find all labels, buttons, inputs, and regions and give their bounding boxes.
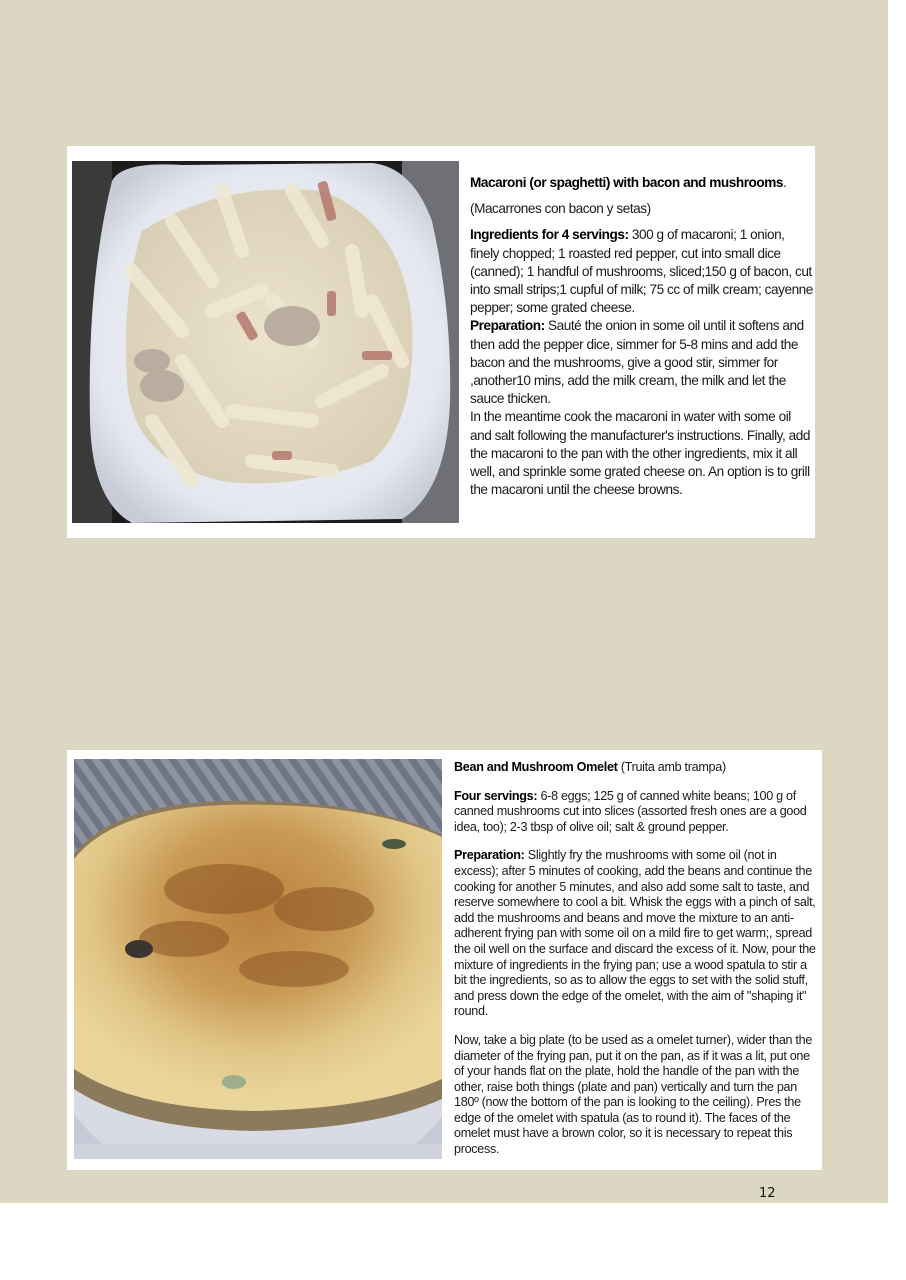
ingredients-label: Ingredients for 4 servings: xyxy=(470,227,629,243)
recipe-card-macaroni xyxy=(67,146,815,538)
ingredients-label: Four servings: xyxy=(454,788,538,803)
pasta-dish-image xyxy=(72,161,459,523)
preparation-paragraph-2: In the meantime cook the macaroni in water with some oil and salt following the manufacturer's instructions. Finally, add the macaroni to the pan with the other ingredients, mix it all well, and sprinkle some grated cheese on. An option is to grill the macaroni until the cheese browns. xyxy=(470,409,811,498)
recipe-title: Macaroni (or spaghetti) with bacon and mushrooms. xyxy=(470,175,787,190)
ingredients-paragraph: Four servings: 6-8 eggs; 125 g of canned white beans; 100 g of canned mushrooms cut into slices (assorted fresh ones are a good idea, too); 2-3 tbsp of olive oil; salt & ground pepper. xyxy=(454,788,807,834)
macaroni-recipe-text xyxy=(470,174,815,499)
omelet-recipe-text xyxy=(454,760,822,1158)
recipe-title: Bean and Mushroom Omelet (Truita amb trampa) xyxy=(454,760,726,774)
preparation-label: Preparation: xyxy=(470,318,545,334)
recipe-card-omelet xyxy=(67,750,822,1170)
preparation-label: Preparation: xyxy=(454,848,525,863)
preparation-paragraph: Preparation: Slightly fry the mushrooms with some oil (not in excess); after 5 minutes of cooking, add the beans and continue the cooking for another 5 minutes, and also add some salt to taste, and reserve somewhere to cool a bit. Whisk the eggs with a pinch of salt, add the mushrooms and beans and move the mixture to an anti-adherent frying pan with some oil on a mild fire to get warm;, spread the oil well on the surface and discard the excess of it. Now, pour the mixture of ingredients in the frying pan; use a wood spatula to stir a bit the ingredients, so as to allow the eggs to set with the solid stuff, and press down the edge of the omelet, with the aim of "shaping it" round. xyxy=(454,848,816,1019)
macaroni-photo xyxy=(72,161,459,523)
omelet-dish-image xyxy=(74,759,442,1159)
omelet-photo xyxy=(74,759,442,1159)
preparation-paragraph: Preparation: Sauté the onion in some oil until it softens and then add the pepper dice, simmer for 5-8 mins and add the bacon and the mushrooms, give a good stir, simmer for ,another10 mins, add the milk cream, the milk and let the sauce thicken. xyxy=(470,318,804,407)
recipe-subtitle: (Macarrones con bacon y setas) xyxy=(470,201,651,217)
preparation-paragraph-2: Now, take a big plate (to be used as a omelet turner), wider than the diameter of the frying pan, put it on the pan, as if it was a lit, put one of your hands flat on the plate, hold the handle of the pan with the other, raise both things (plate and pan) vertically and turn the pan 180º (now the bottom of the pan is looking to the ceiling). Pres the edge of the omelet with spatula (as to round it). The faces of the omelet must have a brown color, so it is necessary to repeat this process. xyxy=(454,1032,813,1157)
ingredients-paragraph: Ingredients for 4 servings: 300 g of macaroni; 1 onion, finely chopped; 1 roasted red pepper, cut into small dice (canned); 1 handful of mushrooms, sliced;150 g of bacon, cut into small strips;1 cupful of milk; 75 cc of milk cream; cayenne pepper; some grated cheese. xyxy=(470,227,813,316)
page-number: 12 xyxy=(759,1186,776,1201)
